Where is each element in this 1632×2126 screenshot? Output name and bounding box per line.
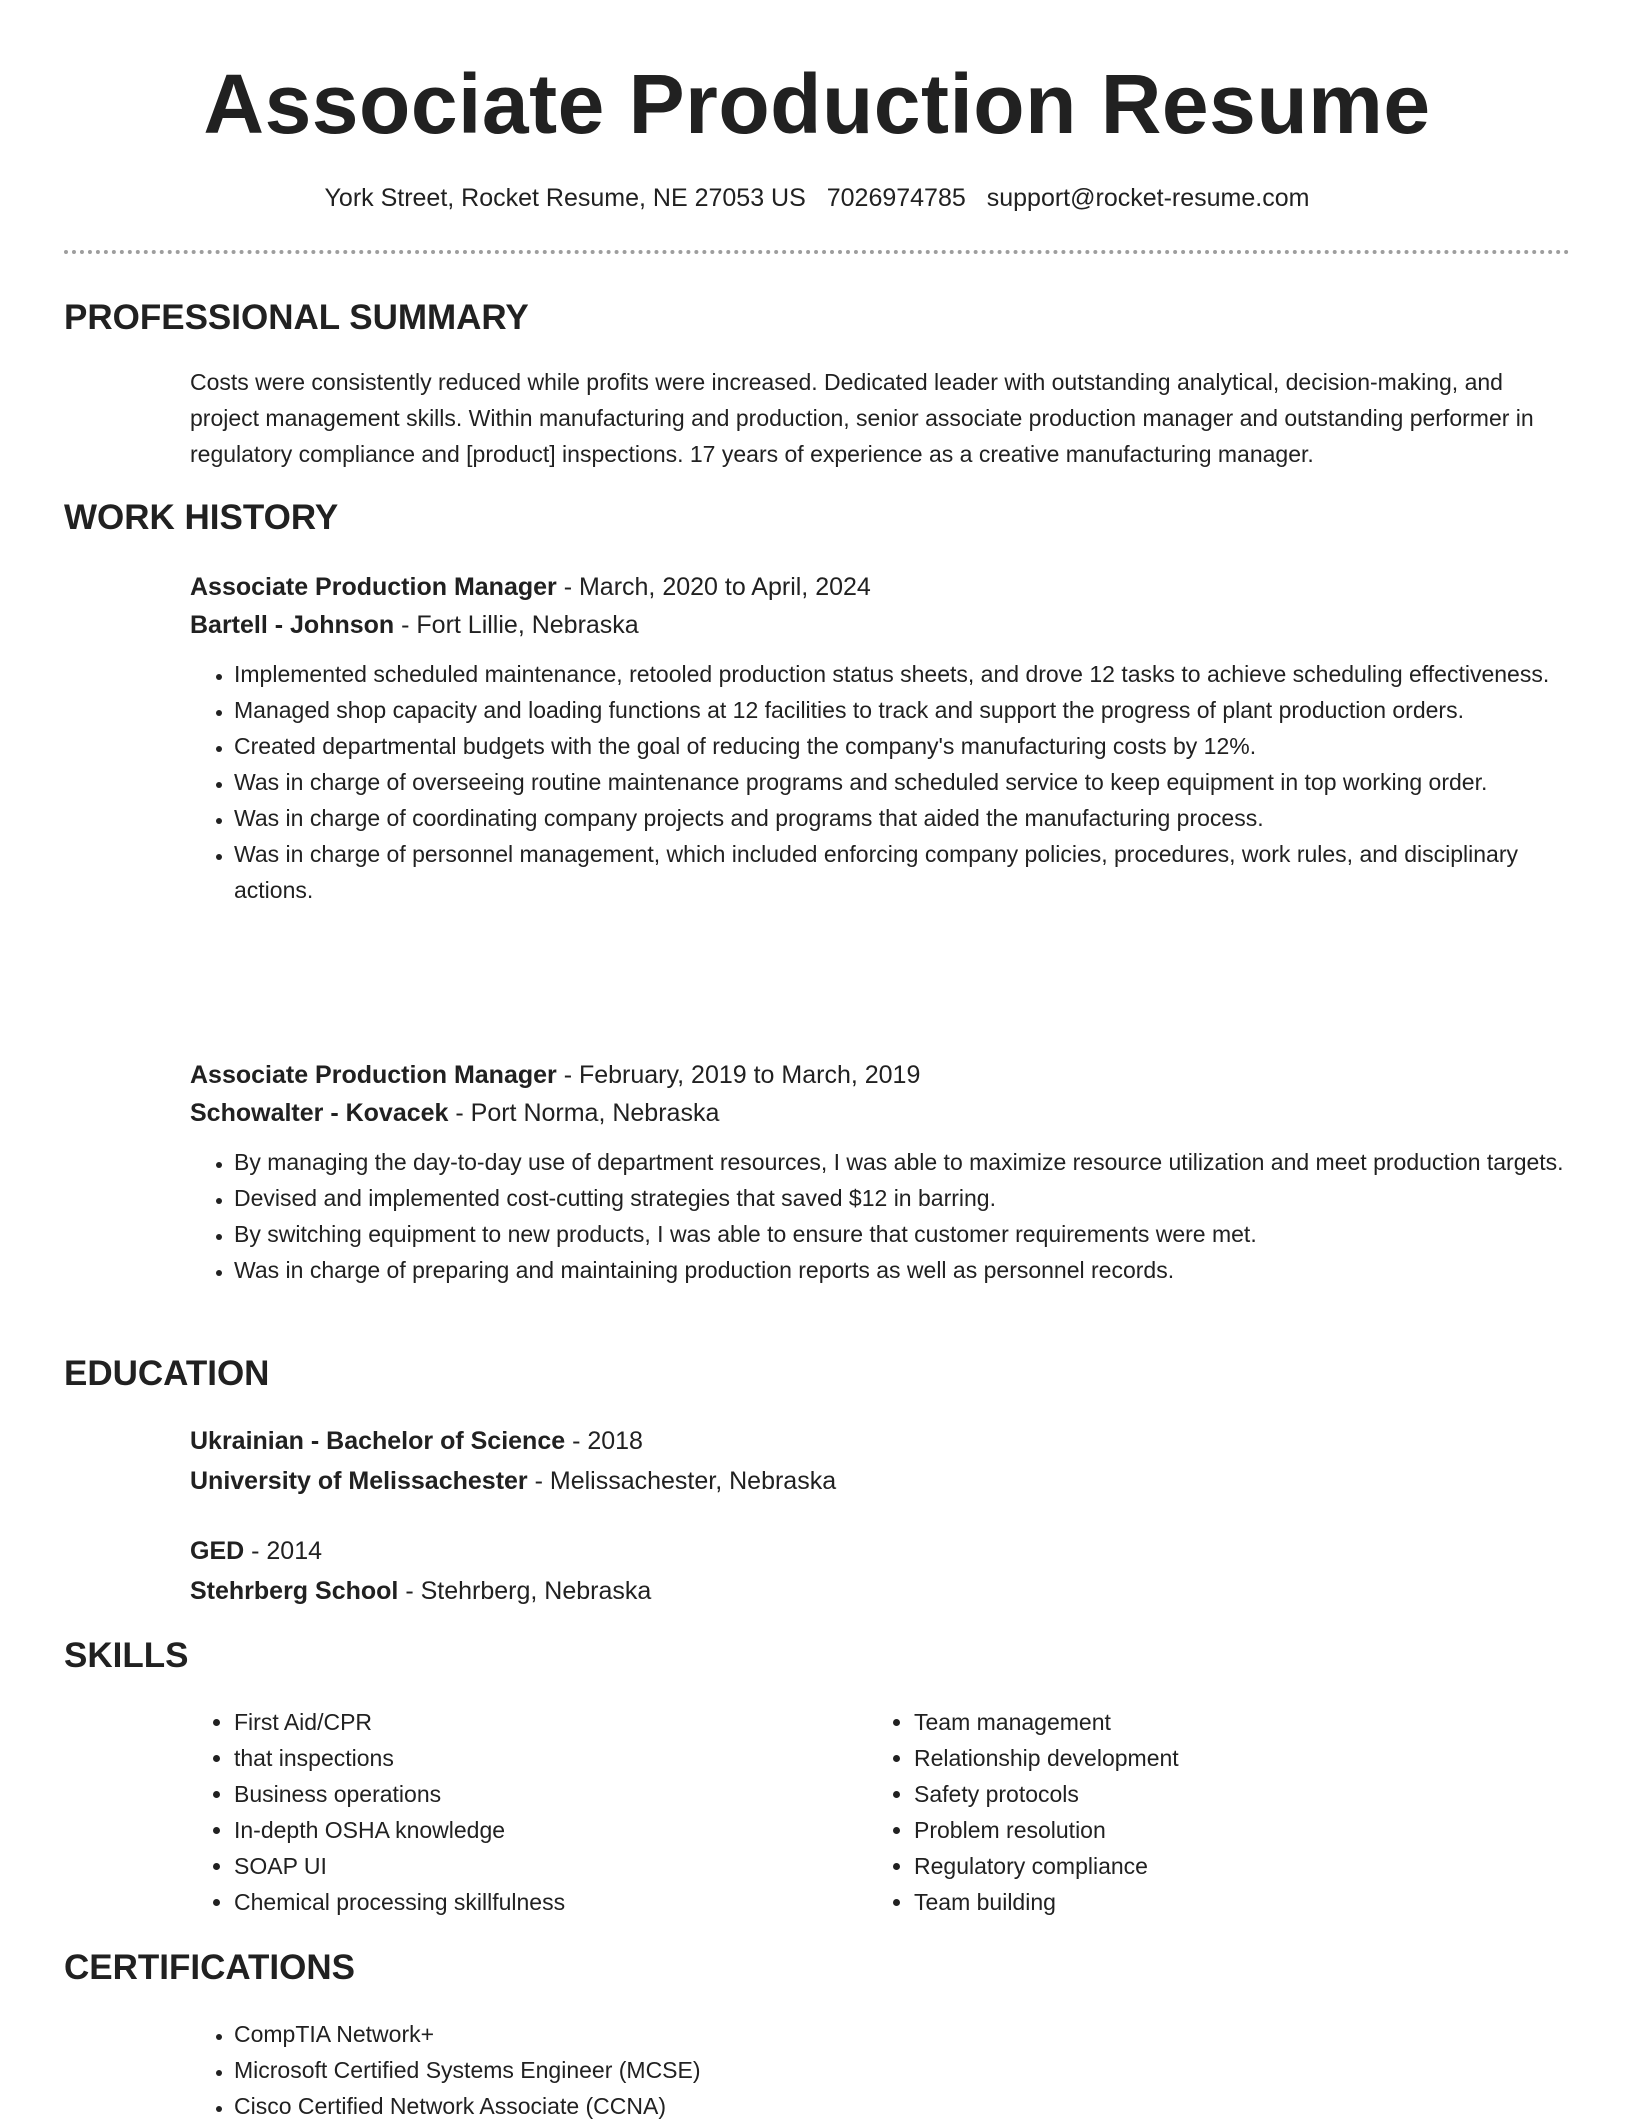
skill-item: • that inspections <box>234 1740 870 1776</box>
skill-item: • Safety protocols <box>914 1776 1550 1812</box>
summary-block <box>190 364 1570 472</box>
job-title: Associate Production Manager <box>190 573 557 601</box>
skill-item: • Regulatory compliance <box>914 1848 1550 1884</box>
skill-item: • Team management <box>914 1704 1550 1740</box>
skills-list-left <box>190 1704 870 1920</box>
school-location: - Stehrberg, Nebraska <box>398 1577 652 1605</box>
company-name: Schowalter - Kovacek <box>190 1099 449 1127</box>
school-name: Stehrberg School <box>190 1577 399 1605</box>
phone: 7026974785 <box>826 184 966 212</box>
email: support@rocket-resume.com <box>986 184 1310 212</box>
certification-item: • Cisco Certified Network Associate (CCNA) <box>234 2088 1570 2124</box>
skill-item: • First Aid/CPR <box>234 1704 870 1740</box>
job-dates: - March, 2020 to April, 2024 <box>556 573 871 601</box>
school-line <box>190 1462 1570 1500</box>
section-title-work: WORK HISTORY <box>64 498 339 537</box>
degree: Ukrainian - Bachelor of Science <box>190 1427 566 1455</box>
school-line <box>190 1572 1570 1610</box>
section-title-skills: SKILLS <box>64 1636 189 1675</box>
certifications-list <box>190 2016 1570 2124</box>
skill-item: • Chemical processing skillfulness <box>234 1884 870 1920</box>
company-location: - Port Norma, Nebraska <box>448 1099 720 1127</box>
section-title-education: EDUCATION <box>64 1354 270 1393</box>
certification-item: • CompTIA Network+ <box>234 2016 1570 2052</box>
skills-columns <box>190 1704 1570 1920</box>
certification-item: • Microsoft Certified Systems Engineer (MCSE) <box>234 2052 1570 2088</box>
certifications-block <box>190 2016 1570 2124</box>
job-title-line <box>190 568 1570 606</box>
skill-item: • Business operations <box>234 1776 870 1812</box>
job-bullets <box>190 1144 1570 1288</box>
company-name: Bartell - Johnson <box>190 611 395 639</box>
company-line <box>190 1094 1570 1132</box>
job-bullets <box>190 656 1570 908</box>
list-item: • Managed shop capacity and loading functions at 12 facilities to track and support the progress of plant production orders. <box>234 692 1570 728</box>
job-title-line <box>190 1056 1570 1094</box>
skill-item: • In-depth OSHA knowledge <box>234 1812 870 1848</box>
contact-info <box>64 180 1570 216</box>
list-item: • Was in charge of personnel management, which included enforcing company policies, procedures, work rules, and disciplinary actions. <box>234 836 1570 908</box>
summary-text: Costs were consistently reduced while profits were increased. Dedicated leader with outstanding analytical, decision-making, and project management skills. Within manufacturing and production, senior associate production manager and outstanding performer in regulatory compliance and [product] inspections. 17 years of experience as a creative manufacturing manager. <box>190 369 1534 467</box>
education-entry <box>190 1422 1570 1500</box>
header-divider <box>64 250 1570 254</box>
skill-item: • Team building <box>914 1884 1550 1920</box>
list-item: • Was in charge of overseeing routine maintenance programs and scheduled service to keep equipment in top working order. <box>234 764 1570 800</box>
address: York Street, Rocket Resume, NE 27053 US <box>324 184 806 212</box>
skills-list-right <box>870 1704 1550 1920</box>
resume-title: Associate Production Resume <box>203 57 1431 151</box>
list-item: • By switching equipment to new products, I was able to ensure that customer requirements were met. <box>234 1216 1570 1252</box>
company-line <box>190 606 1570 644</box>
skill-item: • Problem resolution <box>914 1812 1550 1848</box>
degree-line <box>190 1532 1570 1570</box>
skill-item: • Relationship development <box>914 1740 1550 1776</box>
school-name: University of Melissachester <box>190 1467 528 1495</box>
section-title-certifications: CERTIFICATIONS <box>64 1948 356 1987</box>
list-item: • Created departmental budgets with the goal of reducing the company's manufacturing costs by 12%. <box>234 728 1570 764</box>
list-item: • Implemented scheduled maintenance, retooled production status sheets, and drove 12 tasks to achieve scheduling effectiveness. <box>234 656 1570 692</box>
job-entry <box>190 1056 1570 1288</box>
job-dates: - February, 2019 to March, 2019 <box>556 1061 921 1089</box>
school-location: - Melissachester, Nebraska <box>527 1467 837 1495</box>
degree: GED <box>190 1537 245 1565</box>
skill-item: • SOAP UI <box>234 1848 870 1884</box>
list-item: • Was in charge of coordinating company projects and programs that aided the manufacturing process. <box>234 800 1570 836</box>
graduation-year: - 2018 <box>565 1427 643 1455</box>
degree-line <box>190 1422 1570 1460</box>
job-entry <box>190 568 1570 908</box>
list-item: • By managing the day-to-day use of department resources, I was able to maximize resource utilization and meet production targets. <box>234 1144 1570 1180</box>
company-location: - Fort Lillie, Nebraska <box>394 611 639 639</box>
job-title: Associate Production Manager <box>190 1061 557 1089</box>
list-item: • Devised and implemented cost-cutting strategies that saved $12 in barring. <box>234 1180 1570 1216</box>
list-item: • Was in charge of preparing and maintaining production reports as well as personnel records. <box>234 1252 1570 1288</box>
education-entry <box>190 1532 1570 1610</box>
section-title-summary: PROFESSIONAL SUMMARY <box>64 298 529 337</box>
graduation-year: - 2014 <box>244 1537 323 1565</box>
